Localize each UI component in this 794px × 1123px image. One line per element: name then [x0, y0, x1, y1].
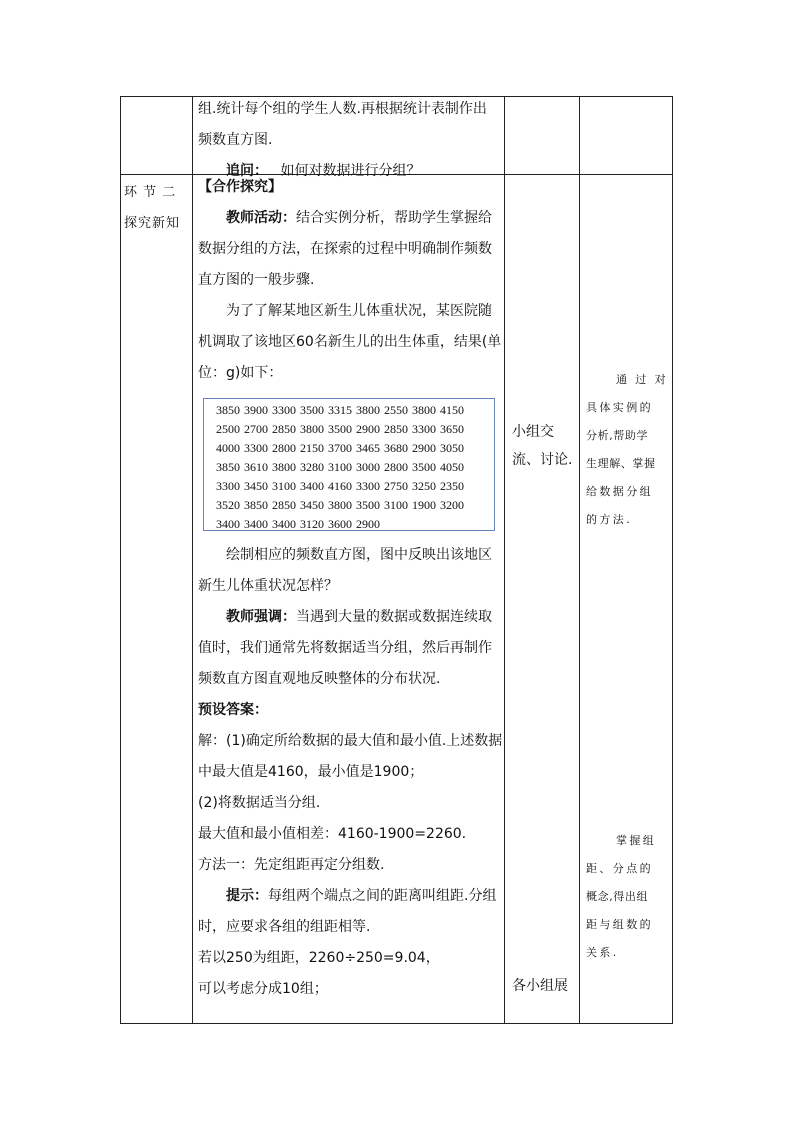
- content-block-2: [198, 540, 502, 1005]
- stage-line-1: 环 节 二: [124, 185, 177, 200]
- followup-label: 追问：: [226, 163, 268, 179]
- hint-line-2: 时，应要求各组的组距相等.: [198, 919, 371, 935]
- student-activity-discuss: 小组交 流、讨论.: [512, 424, 573, 468]
- data-row-2: 2500 2700 2850 3800 3500 2900 2850 3300 3650: [216, 422, 464, 436]
- answer-line-1: 解：(1)确定所给数据的最大值和最小值.上述数据: [198, 733, 503, 749]
- section-heading: 【合作探究】: [198, 179, 282, 195]
- teacher-activity-line-1: 教师活动：结合实例分析，帮助学生掌握给: [226, 210, 492, 226]
- teacher-activity-line-3: 直方图的一般步骤.: [198, 272, 315, 288]
- design-intent-block-1: 通 过 对 具体实例的 分析,帮助学 生理解、掌握 给数据分组 的方法.: [586, 373, 668, 526]
- table-divider-3: [579, 96, 580, 1024]
- birth-weight-data-box: [203, 398, 495, 531]
- teacher-activity-line-2: 数据分组的方法，在探索的过程中明确制作频数: [198, 241, 492, 257]
- answer-line-5: 方法一：先定组距再定分组数.: [198, 857, 385, 873]
- stage-line-2: 探究新知: [124, 216, 181, 231]
- data-row-6: 3520 3850 2850 3450 3800 3500 3100 1900 3200: [216, 498, 464, 512]
- design-intent-block-2: 掌握组 距、分点的 概念,得出组 距与组数的 关系.: [586, 834, 657, 959]
- data-row-1: 3850 3900 3300 3500 3315 3800 2550 3800 4150: [216, 403, 464, 417]
- data-row-7: 3400 3400 3400 3120 3600 2900: [216, 517, 380, 531]
- emphasis-line-2: 值时，我们通常先将数据适当分组，然后再制作: [198, 640, 492, 656]
- emphasis-line-1: 教师强调：当遇到大量的数据或数据连续取: [226, 609, 492, 625]
- table-divider-2: [504, 96, 505, 1024]
- hint-line-1: 提示：每组两个端点之间的距离叫组距.分组: [226, 888, 497, 904]
- table-border-bottom: [120, 1023, 673, 1024]
- emphasis-line-3: 频数直方图直观地反映整体的分布状况.: [198, 671, 441, 687]
- tail-line-2: 可以考虑分成10组；: [198, 981, 328, 997]
- problem-line-1: 为了了解某地区新生儿体重状况，某医院随: [226, 303, 492, 319]
- table-divider-1: [192, 96, 193, 1024]
- tail-line-1: 若以250为组距，2260÷250=9.04，: [198, 950, 440, 966]
- emphasis-label: 教师强调：: [226, 609, 296, 625]
- followup-text: 如何对数据进行分组？: [280, 163, 421, 179]
- table-border-left: [120, 96, 121, 1024]
- question-line-2: 新生儿体重状况怎样？: [198, 578, 338, 594]
- answer-line-2: 中最大值是4160，最小值是1900；: [198, 764, 424, 780]
- top-line-2: 频数直方图.: [198, 132, 273, 148]
- top-line-1: 组.统计每个组的学生人数.再根据统计表制作出: [198, 101, 487, 117]
- data-row-4: 3850 3610 3800 3280 3100 3000 2800 3500 4050: [216, 460, 464, 474]
- answer-label: 预设答案：: [198, 702, 268, 718]
- problem-line-2: 机调取了该地区60名新生儿的出生体重，结果(单: [198, 334, 502, 350]
- question-line-1: 绘制相应的频数直方图，图中反映出该地区: [226, 547, 492, 563]
- student-activity-show: 各小组展: [512, 978, 568, 994]
- problem-line-3: 位：g)如下：: [198, 365, 283, 381]
- hint-label: 提示：: [226, 888, 268, 904]
- stage-cell: [124, 177, 188, 239]
- table-border-right: [672, 96, 673, 1024]
- answer-line-3: (2)将数据适当分组.: [198, 795, 321, 811]
- data-row-5: 3300 3450 3100 3400 4160 3300 2750 3250 2350: [216, 479, 464, 493]
- answer-line-4: 最大值和最小值相差：4160-1900=2260.: [198, 826, 467, 842]
- data-row-3: 4000 3300 2800 2150 3700 3465 3680 2900 3050: [216, 441, 464, 455]
- teacher-label: 教师活动：: [226, 210, 296, 226]
- content-block-1: [198, 172, 501, 389]
